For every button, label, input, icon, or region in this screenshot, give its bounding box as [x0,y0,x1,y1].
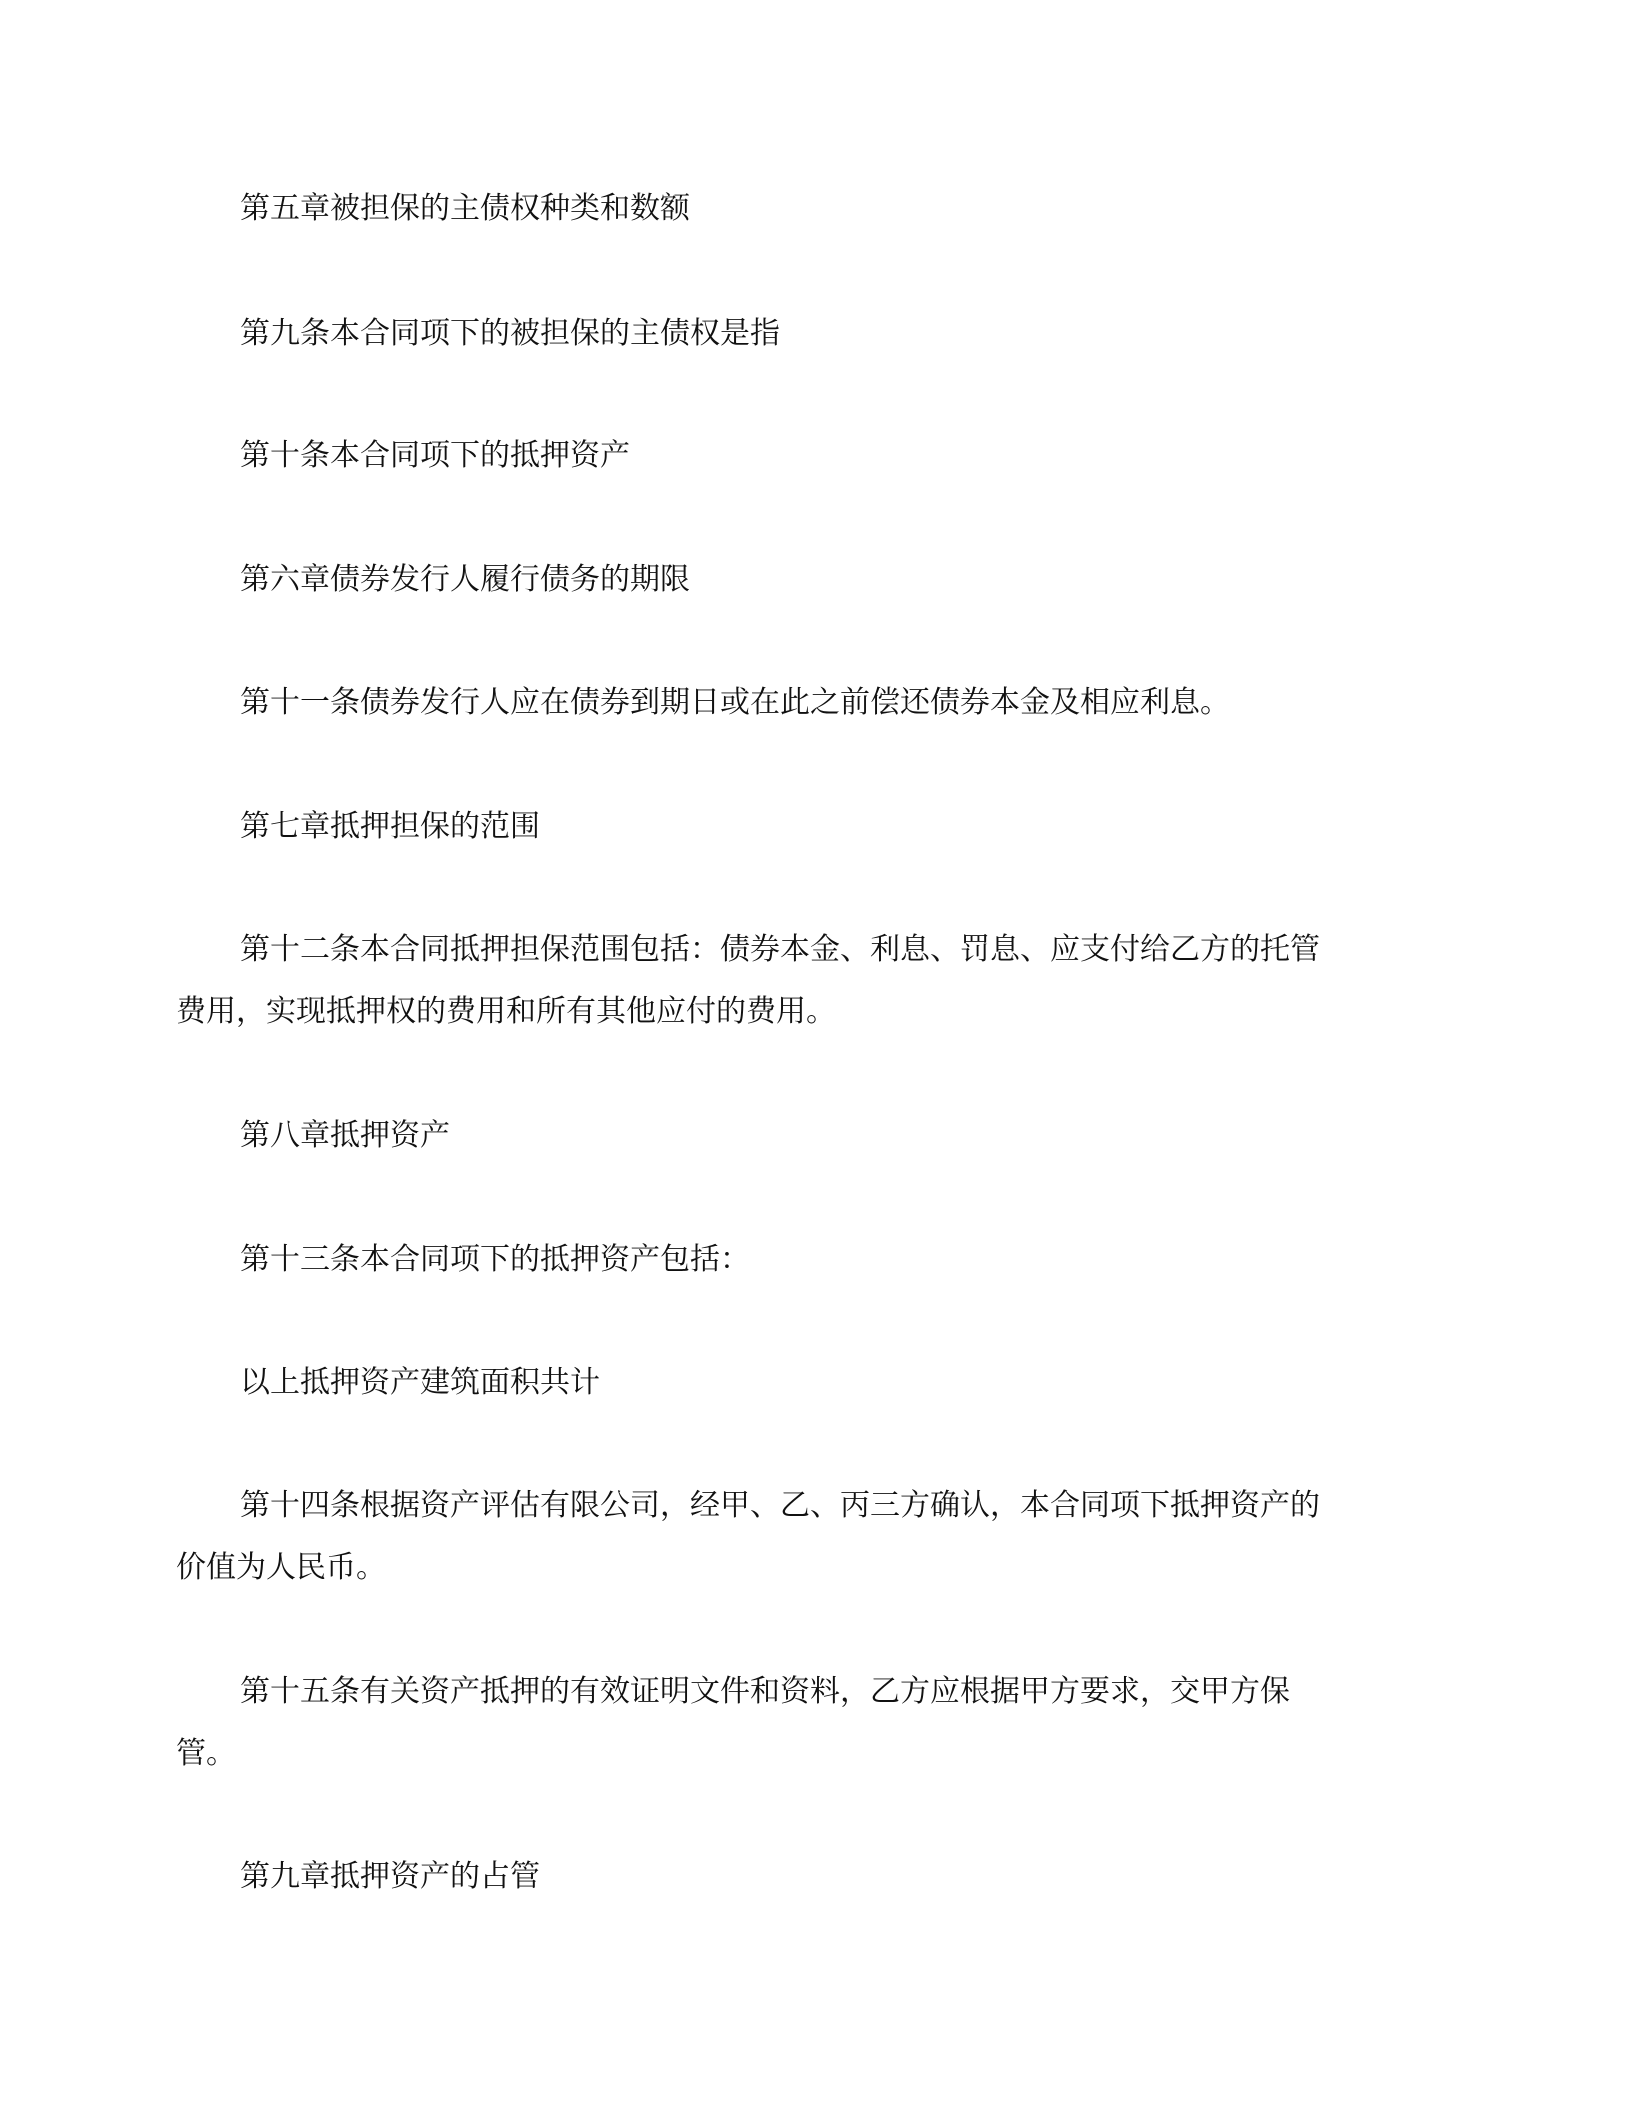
article-text: 有关资产抵押的有效证明文件和资料，乙方应根据甲方要求，交甲方保管。 [176,1674,1290,1771]
article-label: 第十二条 [240,932,360,967]
article-13 [240,1229,1390,1291]
article-9 [240,303,1390,365]
chapter-title: 抵押担保的范围 [330,809,540,844]
chapter-title: 被担保的主债权种类和数额 [330,191,690,226]
article-label: 第九条 [240,316,330,351]
area-total-line [240,1352,1390,1414]
chapter-6-heading [240,549,1390,611]
article-text: 根据 [360,1488,420,1523]
chapter-title: 抵押资产的占管 [330,1859,540,1894]
chapter-label: 第八章 [240,1118,330,1153]
chapter-title: 债券发行人履行债务的期限 [330,562,690,597]
article-text: 债券发行人应在债券到期日或在此之前偿还债券本金及相应利息。 [360,685,1230,720]
chapter-title: 抵押资产 [330,1118,450,1153]
chapter-9-heading [240,1846,1390,1908]
article-label: 第十一条 [240,685,360,720]
article-text: 本合同项下的被担保的主债权是指 [330,316,780,351]
article-10 [240,425,1390,487]
article-text: 资产评估有限公司，经甲、乙、丙三方确认，本合同项下抵押资产的价值为人民币。 [176,1488,1320,1585]
article-15 [176,1661,1326,1785]
article-label: 第十五条 [240,1674,360,1709]
article-14 [176,1475,1326,1599]
article-text: 本合同项下的抵押资产包括： [360,1242,750,1277]
chapter-8-heading [240,1105,1390,1167]
chapter-5-heading [240,178,1390,240]
article-label: 第十四条 [240,1488,360,1523]
chapter-label: 第九章 [240,1859,330,1894]
article-12 [176,919,1326,1043]
article-11 [240,672,1390,734]
article-label: 第十三条 [240,1242,360,1277]
chapter-label: 第六章 [240,562,330,597]
chapter-7-heading [240,796,1390,858]
article-text: 本合同项下的抵押资产 [330,438,630,473]
paragraph-text: 以上抵押资产建筑面积共计 [240,1365,600,1400]
chapter-label: 第七章 [240,809,330,844]
article-text: 本合同抵押担保范围包括：债券本金、利息、罚息、应支付给乙方的托管费用，实现抵押权的费用和所有其他应付的费用。 [176,932,1320,1029]
chapter-label: 第五章 [240,191,330,226]
article-label: 第十条 [240,438,330,473]
